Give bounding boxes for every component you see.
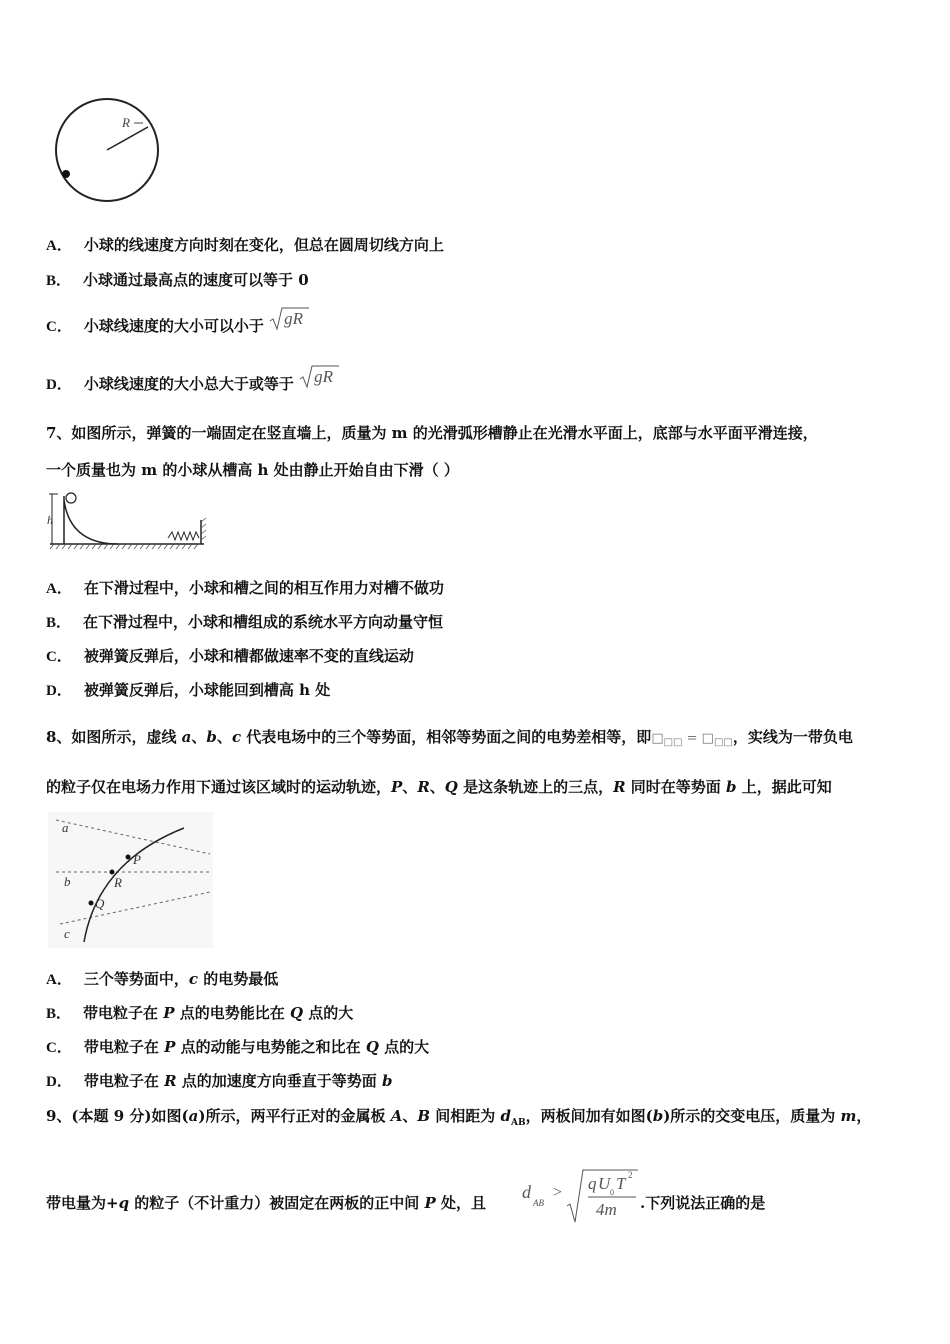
sqrt-gR-formula-d: gR — [299, 364, 333, 390]
equipotential-figure — [48, 812, 213, 948]
radius-line — [107, 127, 148, 150]
point-P — [126, 855, 131, 860]
height-label: h — [47, 513, 53, 527]
slope-spring-figure — [44, 490, 209, 552]
q6-option-b: B． 小球通过最高点的速度可以等于 0 — [46, 271, 309, 289]
q9-stem-line2: 带电量为+q 的粒子（不计重力）被固定在两板的正中间 P 处，且 — [46, 1194, 487, 1212]
point-R — [110, 870, 115, 875]
q8-option-c: C． 带电粒子在 P 点的动能与电势能之和比在 Q 点的大 — [46, 1038, 430, 1056]
circle-figure — [50, 92, 170, 212]
q6-option-c: C． 小球线速度的大小可以小于 gR — [46, 314, 303, 340]
q9-inequality-formula: d AB > q U 0 T 2 4m — [520, 1168, 640, 1224]
label-b: b — [64, 874, 71, 889]
q8-stem-line1: 8、如图所示，虚线 a、b、c 代表电场中的三个等势面，相邻等势面之间的电势差相等，即$□_{□□}$ = $□_{□□}$，实线为一带负电 — [46, 728, 853, 748]
q9-stem-line2-end: .下列说法正确的是 — [640, 1194, 766, 1212]
q7-stem-line1: 7、如图所示，弹簧的一端固定在竖直墙上，质量为 m 的光滑弧形槽静止在光滑水平面上，底部与水平面平滑连接， — [46, 424, 818, 442]
broken-formula-glyph: $□_{□□}$ = $□_{□□}$ — [651, 731, 733, 748]
q7-option-c: C． 被弹簧反弹后，小球和槽都做速率不变的直线运动 — [46, 647, 414, 665]
point-Q — [89, 901, 94, 906]
label-Q: Q — [95, 896, 105, 911]
q8-option-d: D． 带电粒子在 R 点的加速度方向垂直于等势面 b — [46, 1072, 393, 1090]
q8-stem-line2: 的粒子仅在电场力作用下通过该区域时的运动轨迹，P、R、Q 是这条轨迹上的三点，R 同时在等势面 b 上，据此可知 — [46, 778, 832, 796]
small-ball — [66, 493, 76, 503]
q7-option-d: D． 被弹簧反弹后，小球能回到槽高 h 处 — [46, 681, 331, 699]
q7-option-a: A． 在下滑过程中，小球和槽之间的相互作用力对槽不做功 — [46, 579, 444, 597]
q7-option-b: B． 在下滑过程中，小球和槽组成的系统水平方向动量守恒 — [46, 613, 444, 631]
q9-stem-line1: 9、(本题 9 分)如图(a)所示，两平行正对的金属板 A、B 间相距为 $d_{AB}$，两板间加有如图(b)所示的交变电压，质量为 m， — [46, 1107, 872, 1128]
label-c: c — [64, 926, 70, 941]
label-R: R — [114, 875, 122, 890]
radius-label: R — [122, 115, 130, 130]
label-P: P — [133, 852, 141, 867]
label-a: a — [62, 820, 69, 835]
q7-stem-line2: 一个质量也为 m 的小球从槽高 h 处由静止开始自由下滑（ ） — [46, 461, 459, 479]
q6-option-d: D． 小球线速度的大小总大于或等于 gR — [46, 372, 333, 398]
sqrt-gR-formula: gR — [269, 306, 303, 332]
ball-dot — [62, 170, 70, 178]
q8-option-a: A． 三个等势面中，c 的电势最低 — [46, 970, 279, 988]
q6-option-a: A． 小球的线速度方向时刻在变化，但总在圆周切线方向上 — [46, 236, 444, 254]
spring — [168, 532, 199, 540]
q8-option-b: B． 带电粒子在 P 点的电势能比在 Q 点的大 — [46, 1004, 354, 1022]
